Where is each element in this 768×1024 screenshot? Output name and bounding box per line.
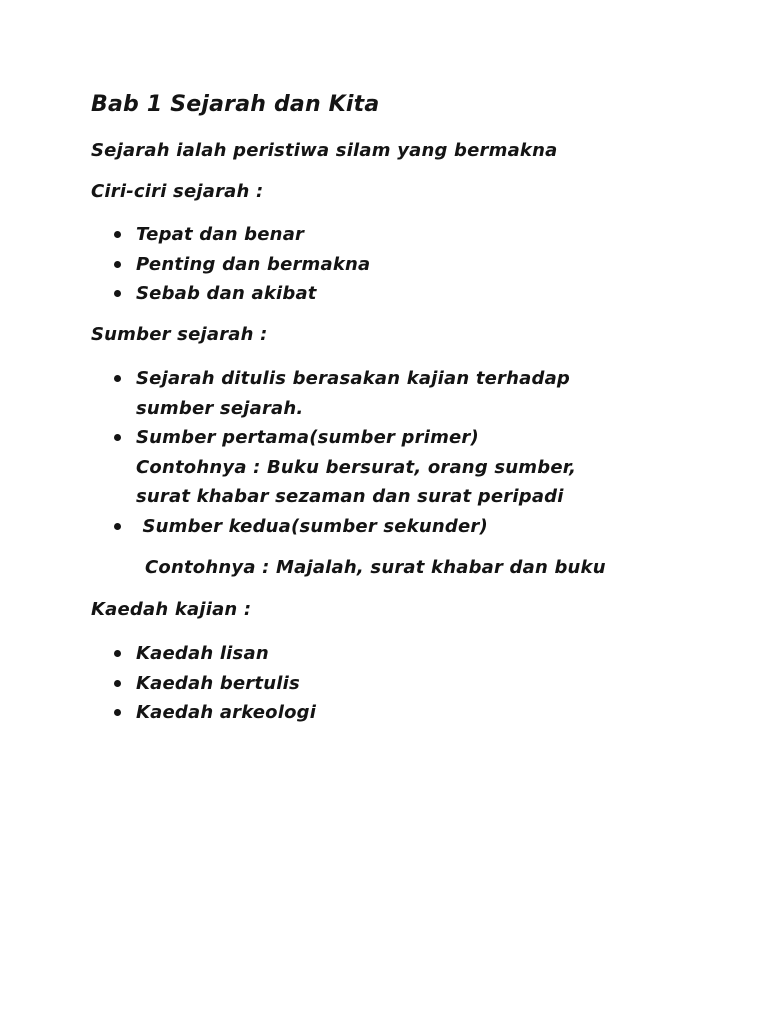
list-item — [110, 279, 370, 309]
list-item — [110, 220, 370, 250]
sumber-example-text: Contohnya : Majalah, surat khabar dan buku — [145, 557, 606, 578]
list-item-text: sumber sejarah. — [136, 397, 304, 419]
list-item-text: Kaedah lisan — [136, 643, 269, 664]
bullet-icon — [114, 375, 121, 382]
definition-text: Sejarah ialah peristiwa silam yang bermakna — [91, 140, 558, 161]
bullet-icon — [114, 434, 121, 441]
bullet-icon — [114, 261, 121, 268]
list-item — [110, 669, 316, 699]
list-item-text: Sejarah ditulis berasakan kajian terhadap — [136, 368, 571, 389]
list-item — [110, 364, 576, 423]
bullet-icon — [114, 650, 121, 657]
page-title: Bab 1 Sejarah dan Kita — [91, 92, 380, 117]
list-item — [110, 250, 370, 280]
list-item-text: Contohnya : Buku bersurat, orang sumber, — [136, 456, 577, 478]
list-item-text: Tepat dan benar — [136, 224, 305, 245]
sumber-heading: Sumber sejarah : — [91, 324, 268, 345]
list-item — [110, 423, 576, 512]
bullet-icon — [114, 290, 121, 297]
list-item — [110, 698, 316, 728]
list-item-text: Sebab dan akibat — [136, 283, 317, 304]
bullet-icon — [114, 523, 121, 530]
list-item — [110, 512, 576, 542]
kaedah-heading: Kaedah kajian : — [91, 599, 252, 620]
ciri-list — [110, 220, 370, 309]
bullet-icon — [114, 709, 121, 716]
list-item-text: Kaedah bertulis — [136, 672, 300, 694]
sumber-list — [110, 364, 576, 541]
list-item-text: Sumber kedua(sumber sekunder) — [136, 515, 488, 537]
list-item — [110, 639, 316, 669]
list-item-text: surat khabar sezaman dan surat peripadi — [136, 486, 564, 507]
bullet-icon — [114, 231, 121, 238]
list-item-text: Kaedah arkeologi — [136, 702, 317, 723]
kaedah-list — [110, 639, 316, 728]
bullet-icon — [114, 680, 121, 687]
list-item-text: Penting dan bermakna — [136, 253, 371, 275]
ciri-heading: Ciri-ciri sejarah : — [91, 181, 264, 202]
list-item-text: Sumber pertama(sumber primer) — [136, 427, 479, 448]
